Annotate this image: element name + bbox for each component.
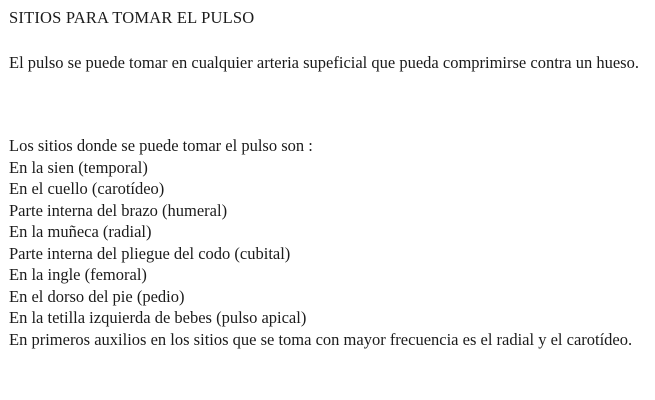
list-item: En la ingle (femoral) <box>9 265 147 284</box>
list-item: Parte interna del pliegue del codo (cubital) <box>9 243 291 263</box>
list-item: En el cuello (carotídeo) <box>9 179 165 198</box>
intro-paragraph: El pulso se puede tomar en cualquier arteria supeficial que pueda comprimirse contra un hueso. <box>9 52 639 72</box>
list-item: Parte interna del brazo (humeral) <box>9 200 228 220</box>
list-header: Los sitios donde se puede tomar el pulso son : <box>9 136 313 155</box>
list-item: En la tetilla izquierda de bebes (pulso apical) <box>9 308 307 327</box>
page-title: SITIOS PARA TOMAR EL PULSO <box>9 8 255 27</box>
list-item: En primeros auxilios en los sitios que se toma con mayor frecuencia es el radial y el carotídeo. <box>9 329 633 349</box>
pulse-sites-list <box>9 135 649 350</box>
list-item: En la sien (temporal) <box>9 157 148 177</box>
list-item: En el dorso del pie (pedio) <box>9 286 185 306</box>
list-item: En la muñeca (radial) <box>9 222 152 241</box>
